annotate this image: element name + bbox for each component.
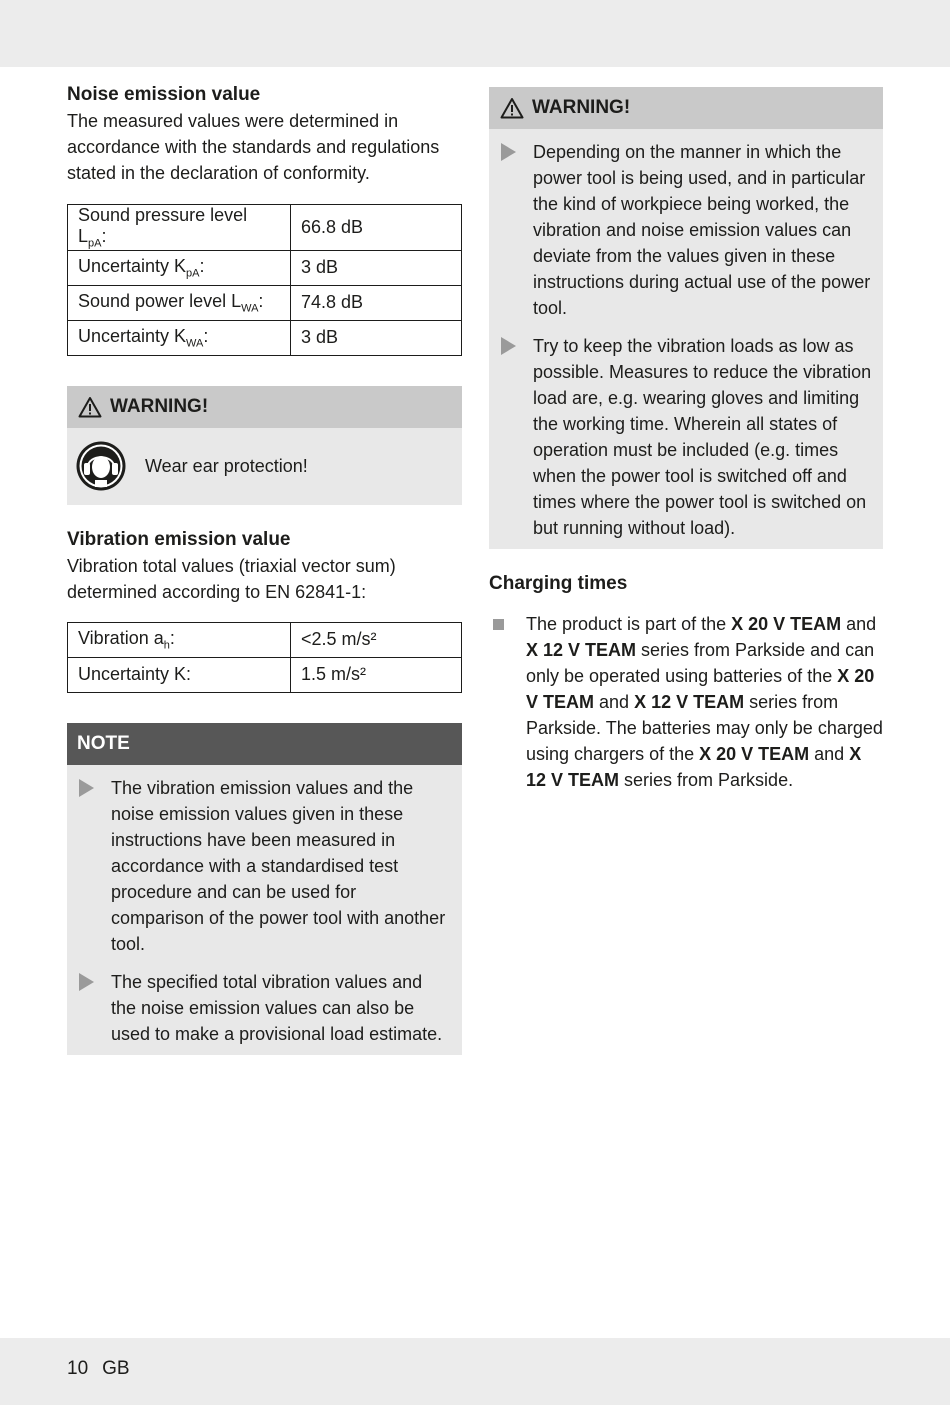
note-header — [67, 723, 462, 765]
list-item: The vibration emission values and the noise emission values given in these instructions have been measured in accordance with a standardised test procedure and can be used for comparison of the power tool with another tool. — [77, 775, 452, 957]
list-item: Depending on the manner in which the power tool is being used, and in particular the kind of workpiece being worked, the vibration and noise emission values can deviate from the values given in these instructions during actual use of the power tool. — [499, 139, 873, 321]
table-row: Sound pressure level $L_{pA}$: 66.8 dB — [68, 205, 462, 251]
table-cell-value: 66.8 dB — [291, 205, 462, 251]
warning-vibration-list — [489, 129, 883, 549]
list-item: The specified total vibration values and the noise emission values can also be used to make a provisional load estimate. — [77, 969, 452, 1047]
list-item: Try to keep the vibration loads as low as possible. Measures to reduce the vibration load are, e.g. wearing gloves and limiting the working time. Wherein all states of operation must be included (e.g. times when the power tool is switched off and times where the power tool is switched on but running without load). — [499, 333, 873, 541]
left-column — [67, 82, 462, 1055]
page-number: 10 — [67, 1358, 89, 1379]
list-item — [489, 611, 883, 793]
table-row: Uncertainty K: 1.5 m/s² — [68, 657, 462, 692]
note-title: NOTE — [77, 732, 130, 754]
arrow-bullet-icon — [79, 779, 94, 797]
ear-protection-text: Wear ear protection! — [145, 456, 308, 477]
warning-ear-header — [67, 386, 462, 428]
table-row: Uncertainty $K_{pA}$: 3 dB — [68, 250, 462, 285]
ear-protection-icon — [75, 440, 127, 492]
warning-vibration-box — [489, 87, 883, 549]
table-cell-value: 3 dB — [291, 320, 462, 355]
table-row: Vibration $a_h$: <2.5 m/s² — [68, 622, 462, 657]
vibration-intro: Vibration total values (triaxial vector sum) determined according to EN 62841-1: — [67, 555, 396, 602]
arrow-bullet-icon — [501, 143, 516, 161]
warning-vibration-title: WARNING! — [532, 97, 631, 118]
table-cell-value: 74.8 dB — [291, 285, 462, 320]
noise-heading: Noise emission value — [67, 84, 261, 105]
table-cell-value: 3 dB — [291, 250, 462, 285]
charging-text: The product is part of the X 20 V TEAM and X 12 V TEAM series from Parkside and can only be operated using batteries of the X 20 V TEAM and X 12 V TEAM series from Parkside. The batteries may only be charged using chargers of the X 20 V TEAM and X 12 V TEAM series from Parkside. — [526, 614, 883, 790]
noise-intro: The measured values were determined in accordance with the standards and regulations stated in the declaration of conformity. — [67, 111, 440, 183]
ear-protection-row — [67, 428, 462, 505]
warning-ear-title: WARNING! — [110, 395, 209, 417]
table-row: Uncertainty $K_{WA}$: 3 dB — [68, 320, 462, 355]
warning-ear-box — [67, 386, 462, 505]
table-cell-value: <2.5 m/s² — [291, 622, 462, 657]
note-list — [67, 765, 462, 1055]
note-box — [67, 723, 462, 1055]
arrow-bullet-icon — [501, 337, 516, 355]
page-footer — [67, 1358, 144, 1380]
warning-triangle-icon — [78, 396, 102, 418]
header-band — [0, 0, 950, 67]
right-column — [489, 87, 883, 793]
language-code: GB — [102, 1358, 130, 1379]
vibration-table — [67, 622, 462, 693]
table-cell-value: 1.5 m/s² — [291, 657, 462, 692]
square-bullet-icon — [493, 619, 504, 630]
warning-vibration-header — [489, 87, 883, 129]
table-row: Sound power level $L_{WA}$: 74.8 dB — [68, 285, 462, 320]
arrow-bullet-icon — [79, 973, 94, 991]
charging-heading: Charging times — [489, 573, 628, 594]
warning-triangle-icon — [500, 97, 524, 119]
vibration-heading: Vibration emission value — [67, 528, 291, 550]
noise-table — [67, 204, 462, 356]
